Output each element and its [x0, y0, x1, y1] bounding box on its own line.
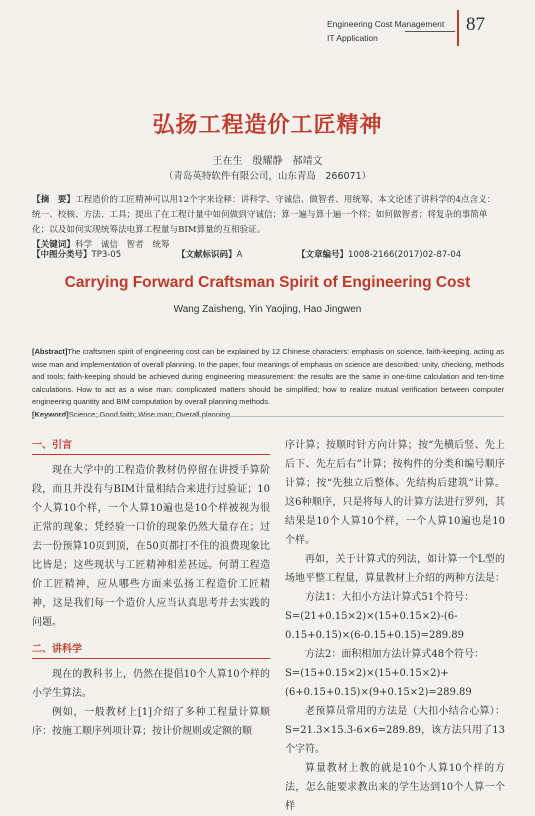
- paragraph: 算量教材上教的就是10个人算10个样的方法，怎么能要求教出来的学生达到10个人算一个样: [285, 763, 505, 812]
- affiliation-cn: （青岛英特软件有限公司，山东青岛 266071）: [163, 171, 372, 182]
- journal-name: Engineering Cost Management: [327, 19, 445, 29]
- doc-label: 【文献标识码】: [177, 250, 237, 260]
- clc-number: [32, 248, 121, 260]
- body-right-column: [285, 436, 505, 816]
- body-left-column: [32, 436, 270, 741]
- paragraph: 再如，关于计算式的列法，如计算一个L型的场地平整工程量，算量教材上介绍的两种方法是：: [285, 554, 505, 584]
- paragraph: 现在的教科书上，仍然在提倡10个人算10个样的小学生算法。: [32, 669, 270, 699]
- page-number: 87: [466, 14, 485, 35]
- authors-en: Wang Zaisheng, Yin Yaojing, Hao Jingwen: [173, 304, 362, 315]
- section-name: IT Application: [327, 33, 378, 43]
- header-rule: [405, 31, 455, 32]
- keywords-cn-label: 【关键词】: [32, 240, 75, 250]
- article-title-en: Carrying Forward Craftsman Spirit of Engineering Cost: [64, 274, 471, 291]
- abstract-en: [32, 346, 504, 421]
- keywords-cn-text: 科学 诚信 智者 统筹: [74, 240, 170, 250]
- abstract-cn: [32, 193, 502, 253]
- section-divider: [32, 416, 504, 417]
- paragraph: 现在大学中的工程造价教材仍停留在讲授手算阶段，而且并没有与BIM计量相结合来进行过验证；10个人算10个样，一个人算10遍也是10个样被视为很正常的现象；凭经验一口价的现象仍然大量存在；过去一份预算10页到顶，在50页都打不住的浪费现象比比皆是；这些现状与工匠精神相差甚远。何谓工程造价工匠精神，应从哪些方面来弘扬工程造价工匠精神，这是我们每一个造价人应当认真思考并去实践的问题。: [32, 465, 270, 628]
- paragraph: 例如，一般教材上[1]介绍了多种工程量计算顺序：按施工顺序列项计算；按计价规则或定额的顺: [32, 707, 270, 737]
- article-number: [297, 248, 461, 260]
- keywords-en-text: Science; Good faith; Wise man; Overall planning: [68, 409, 231, 419]
- method-2-title: 方法2：面积相加方法计算式48个符号：: [305, 649, 485, 660]
- method-2-formula: S=(15+0.15×2)×(15+0.15×2)+(6+0.15+0.15)×(9+0.15×2)=289.89: [285, 668, 472, 698]
- article-value: 1008-2166(2017)02-87-04: [348, 250, 462, 260]
- doc-code: [177, 248, 242, 260]
- authors-cn: 王在生 殷耀静 郝靖文: [212, 156, 323, 167]
- abstract-en-text: The craftsmen spirit of engineering cost can be explained by 12 Chinese characters: emphasis on science, faith-keeping, acting as wise man and implementation of overall planning. In the paper, four meanings of emphasis on science are described: unity, checking, methods and tools; faith-keeping should be achieved during engineering measurement: the results are the same in one-time calculation and ten-time calculations. How to act as a wise man: complicated matters should be simplified; how to realize mutual verification between computer engineering quantity and BIM computation by overall planning methods.: [32, 347, 504, 406]
- article-label: 【文章编号】: [297, 250, 349, 260]
- method-3-text: 老预算员常用的方法是（大扣小结合心算）：S=21.3×15.3-6×6=289.89，该方法只用了13个字符。: [285, 706, 505, 755]
- section-heading-science: 二、讲科学: [32, 640, 270, 659]
- classification-row: [32, 248, 502, 262]
- clc-label: 【中图分类号】: [32, 250, 92, 260]
- abstract-en-label: [Abstract]: [32, 347, 68, 356]
- abstract-cn-label: 【摘 要】: [32, 195, 75, 205]
- paragraph: 序计算；按顺时针方向计算；按“先横后竖、先上后下、先左后右”计算；按构件的分类和编号顺序计算；按“先独立后整体、先结构后建筑”计算。这6种顺序，只是将每人的计算方法进行罗列，其结果是10个人算10个样，一个人算10遍也是10个样。: [285, 440, 505, 546]
- method-1-title: 方法1：大扣小方法计算式51个符号：: [305, 592, 475, 603]
- section-heading-introduction: 一、引言: [32, 436, 270, 455]
- article-title-cn: 弘扬工程造价工匠精神: [152, 113, 383, 138]
- clc-value: TP3-05: [91, 250, 122, 260]
- doc-value: A: [236, 250, 243, 260]
- abstract-cn-text: 工程造价的工匠精神可以用12个字来诠释：讲科学、守诚信、做智者、用统筹。本文论述了讲科学的4点含义：统一、校核、方法、工具；提出了在工程计量中如何做到守诚信；算一遍与算十遍一个样；如何做智者；将复杂的事简单化；以及如何实现统筹法电算工程量与BIM算量的互相验证。: [32, 195, 496, 235]
- header-accent-bar: [457, 10, 459, 46]
- keywords-en-label: [Keyword]: [32, 409, 69, 419]
- method-1-formula: S=(21+0.15×2)×(15+0.15×2)-(6-0.15+0.15)×(6-0.15+0.15)=289.89: [285, 611, 465, 641]
